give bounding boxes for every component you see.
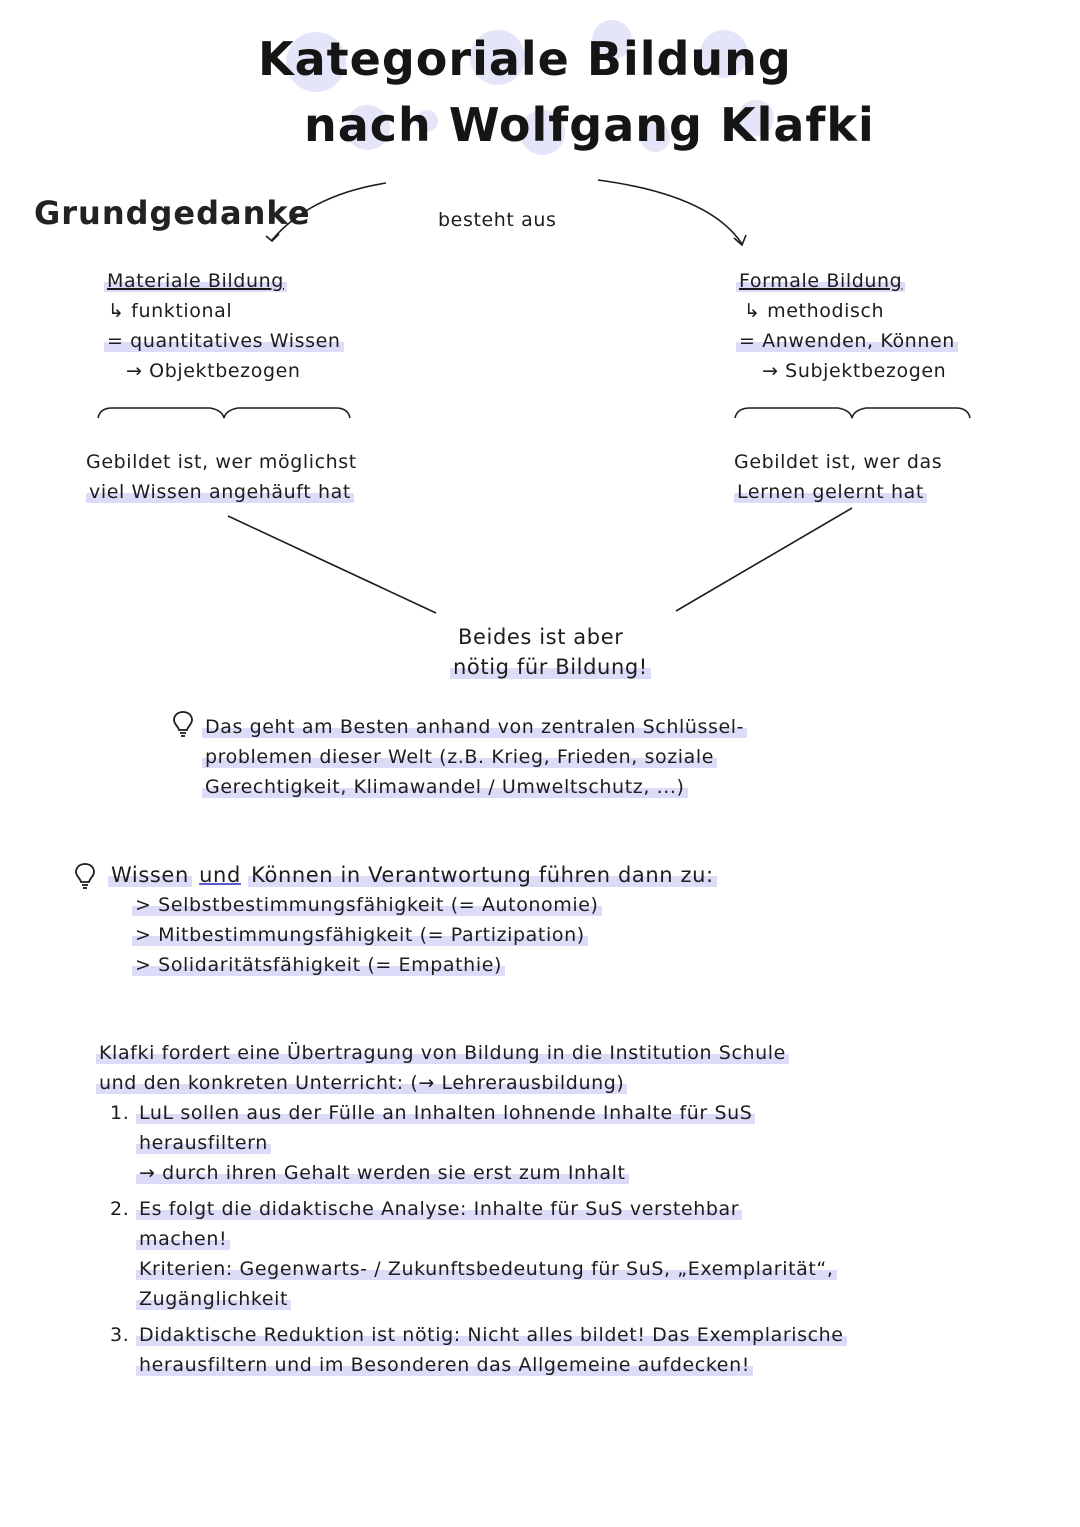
beides-line2: nötig für Bildung!: [450, 652, 651, 682]
formale-column: [736, 266, 958, 386]
materiale-summary-line2: viel Wissen angehäuft hat: [86, 477, 357, 507]
grundgedanke-heading: Grundgedanke: [34, 194, 311, 232]
formale-line3: → Subjektbezogen: [762, 360, 947, 382]
beides-note: [450, 622, 651, 682]
tip1-line1: Das geht am Besten anhand von zentralen Schlüssel-: [202, 712, 747, 742]
klafki-step-2: 2. Es folgt die didaktische Analyse: Inhalte für SuS verstehbar machen! Kriterien: Gegenwarts- / Zukunftsbedeutung für SuS, „Exemplarität“, Zugänglichkeit: [136, 1194, 847, 1314]
tip2-item-2: > Mitbestimmungsfähigkeit (= Partizipation): [108, 920, 717, 950]
klafki-intro-line1: Klafki fordert eine Übertragung von Bildung in die Institution Schule: [96, 1038, 847, 1068]
tip2-text: [108, 860, 717, 980]
klafki-step-1: 1. LuL sollen aus der Fülle an Inhalten lohnende Inhalte für SuS herausfiltern → durch ihren Gehalt werden sie erst zum Inhalt: [136, 1098, 847, 1188]
formale-summary: [734, 447, 942, 507]
materiale-line1: ↳ funktional: [108, 300, 233, 322]
materiale-line3: → Objektbezogen: [126, 360, 301, 382]
formale-line2: = Anwenden, Können: [736, 326, 958, 356]
klafki-section: [96, 1038, 847, 1386]
formale-line1: ↳ methodisch: [744, 300, 885, 322]
formale-summary-line2: Lernen gelernt hat: [734, 477, 942, 507]
besteht-aus-label: besteht aus: [438, 209, 557, 231]
tip1-line3: Gerechtigkeit, Klimawandel / Umweltschutz, ...): [202, 772, 747, 802]
tip2-item-1: > Selbstbestimmungsfähigkeit (= Autonomie): [108, 890, 717, 920]
materiale-heading: Materiale Bildung: [104, 270, 287, 292]
klafki-step-3: 3. Didaktische Reduktion ist nötig: Nicht alles bildet! Das Exemplarische herausfiltern und im Besonderen das Allgemeine aufdecken!: [136, 1320, 847, 1380]
klafki-intro-line2: und den konkreten Unterricht: (→ Lehrerausbildung): [96, 1068, 847, 1098]
page-title-line1: Kategoriale Bildung: [258, 32, 792, 86]
materiale-column: [104, 266, 344, 386]
tip1-text: [202, 712, 747, 802]
lightbulb-icon: [172, 710, 194, 744]
tip2-item-3: > Solidaritätsfähigkeit (= Empathie): [108, 950, 717, 980]
tip1-line2: problemen dieser Welt (z.B. Krieg, Frieden, soziale: [202, 742, 747, 772]
klafki-steps: [96, 1098, 847, 1380]
materiale-summary-line1: Gebildet ist, wer möglichst: [86, 451, 357, 473]
beides-line1: Beides ist aber: [458, 625, 624, 649]
formale-summary-line1: Gebildet ist, wer das: [734, 451, 943, 473]
tip2-lead: Wissen und Können in Verantwortung führen dann zu:: [108, 860, 717, 890]
page-title-line2: nach Wolfgang Klafki: [304, 98, 875, 152]
formale-heading: Formale Bildung: [736, 270, 905, 292]
lightbulb-icon: [74, 862, 96, 896]
materiale-summary: [86, 447, 357, 507]
materiale-line2: = quantitatives Wissen: [104, 326, 344, 356]
